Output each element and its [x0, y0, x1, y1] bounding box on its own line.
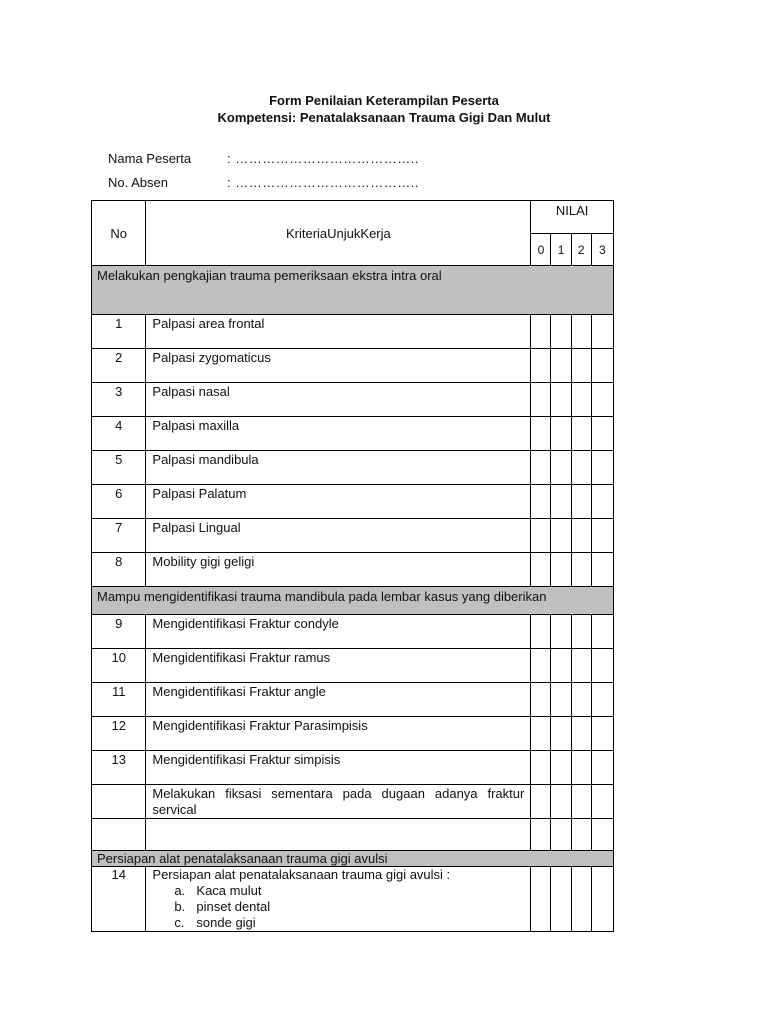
- row-criterion: Mengidentifikasi Fraktur ramus: [146, 649, 531, 683]
- row-number: 5: [92, 451, 146, 485]
- row-number: 8: [92, 553, 146, 587]
- score-cell[interactable]: [591, 615, 613, 649]
- score-cell[interactable]: [531, 485, 551, 519]
- score-cell[interactable]: [551, 717, 571, 751]
- score-cell[interactable]: [551, 519, 571, 553]
- score-cell[interactable]: [591, 553, 613, 587]
- form-subtitle: Kompetensi: Penatalaksanaan Trauma Gigi Dan Mulut: [217, 110, 551, 125]
- row-criterion: [146, 819, 531, 851]
- equipment-list: [152, 883, 530, 931]
- table-row: [92, 383, 614, 417]
- score-cell[interactable]: [551, 649, 571, 683]
- row-number: 3: [92, 383, 146, 417]
- table-row: [92, 553, 614, 587]
- row-number: [92, 785, 146, 819]
- row-number: 14: [92, 867, 146, 932]
- table-row: [92, 785, 614, 819]
- score-cell[interactable]: [531, 315, 551, 349]
- score-cell[interactable]: [591, 819, 613, 851]
- row-criterion: Melakukan fiksasi sementara pada dugaan adanya fraktur servical: [146, 785, 531, 819]
- score-cell[interactable]: [571, 867, 591, 932]
- row-number: 12: [92, 717, 146, 751]
- score-cell[interactable]: [531, 553, 551, 587]
- row-criterion: Mengidentifikasi Fraktur condyle: [146, 615, 531, 649]
- header-score-3: 3: [591, 234, 613, 266]
- score-cell[interactable]: [531, 819, 551, 851]
- score-cell[interactable]: [531, 717, 551, 751]
- score-cell[interactable]: [551, 315, 571, 349]
- table-row: [92, 349, 614, 383]
- score-cell[interactable]: [591, 717, 613, 751]
- score-cell[interactable]: [571, 683, 591, 717]
- row-number: 13: [92, 751, 146, 785]
- table-row: [92, 417, 614, 451]
- score-cell[interactable]: [531, 649, 551, 683]
- score-cell[interactable]: [531, 451, 551, 485]
- score-cell[interactable]: [551, 819, 571, 851]
- row-number: 1: [92, 315, 146, 349]
- row-criterion: Palpasi nasal: [146, 383, 531, 417]
- section-heading: Mampu mengidentifikasi trauma mandibula pada lembar kasus yang diberikan: [92, 587, 614, 615]
- header-score-2: 2: [571, 234, 591, 266]
- table-row: [92, 683, 614, 717]
- table-row: [92, 615, 614, 649]
- name-label: Nama Peserta: [108, 151, 192, 166]
- row-number: 2: [92, 349, 146, 383]
- absen-label: No. Absen: [108, 175, 168, 190]
- row-number: 4: [92, 417, 146, 451]
- row-criterion: Mengidentifikasi Fraktur Parasimpisis: [146, 717, 531, 751]
- score-cell[interactable]: [571, 649, 591, 683]
- score-cell[interactable]: [551, 553, 571, 587]
- score-cell[interactable]: [591, 683, 613, 717]
- score-cell[interactable]: [571, 315, 591, 349]
- row-criterion: Mengidentifikasi Fraktur angle: [146, 683, 531, 717]
- score-cell[interactable]: [571, 553, 591, 587]
- score-cell[interactable]: [571, 819, 591, 851]
- score-cell[interactable]: [551, 683, 571, 717]
- score-cell[interactable]: [591, 417, 613, 451]
- row-criterion: Palpasi Lingual: [146, 519, 531, 553]
- score-cell[interactable]: [551, 751, 571, 785]
- list-item: c. sonde gigi: [174, 915, 256, 930]
- section-heading: Persiapan alat penatalaksanaan trauma gigi avulsi: [92, 851, 614, 867]
- score-cell[interactable]: [571, 349, 591, 383]
- row-criterion: Palpasi Palatum: [146, 485, 531, 519]
- header-nilai: NILAI: [531, 201, 614, 234]
- table-row: [92, 717, 614, 751]
- name-field: : …………………………………..: [227, 151, 419, 166]
- table-row: [92, 519, 614, 553]
- score-cell[interactable]: [531, 867, 551, 932]
- score-cell[interactable]: [591, 649, 613, 683]
- header-kriteria: KriteriaUnjukKerja: [146, 201, 531, 266]
- score-cell[interactable]: [571, 451, 591, 485]
- score-cell[interactable]: [591, 315, 613, 349]
- score-cell[interactable]: [531, 383, 551, 417]
- absen-field: : …………………………………..: [227, 175, 419, 190]
- score-cell[interactable]: [531, 751, 551, 785]
- score-cell[interactable]: [551, 349, 571, 383]
- score-cell[interactable]: [591, 349, 613, 383]
- score-cell[interactable]: [531, 519, 551, 553]
- row-number: 10: [92, 649, 146, 683]
- score-cell[interactable]: [591, 785, 613, 819]
- table-row: [92, 867, 614, 932]
- score-cell[interactable]: [551, 485, 571, 519]
- score-cell[interactable]: [551, 867, 571, 932]
- score-cell[interactable]: [571, 785, 591, 819]
- score-cell[interactable]: [591, 383, 613, 417]
- row-number: 11: [92, 683, 146, 717]
- score-cell[interactable]: [571, 615, 591, 649]
- score-cell[interactable]: [531, 349, 551, 383]
- table-row: [92, 451, 614, 485]
- list-item: a. Kaca mulut: [174, 883, 262, 898]
- table-row: [92, 485, 614, 519]
- score-cell[interactable]: [591, 867, 613, 932]
- row-criterion: Mengidentifikasi Fraktur simpisis: [146, 751, 531, 785]
- assessment-table: [91, 200, 614, 932]
- score-cell[interactable]: [531, 615, 551, 649]
- score-cell[interactable]: [531, 417, 551, 451]
- score-cell[interactable]: [571, 485, 591, 519]
- header-score-1: 1: [551, 234, 571, 266]
- score-cell[interactable]: [591, 751, 613, 785]
- score-cell[interactable]: [551, 451, 571, 485]
- score-cell[interactable]: [531, 785, 551, 819]
- score-cell[interactable]: [551, 417, 571, 451]
- score-cell[interactable]: [571, 717, 591, 751]
- list-item: b. pinset dental: [174, 899, 271, 914]
- score-cell[interactable]: [571, 417, 591, 451]
- row-criterion-text: Persiapan alat penatalaksanaan trauma gigi avulsi :: [152, 867, 451, 882]
- score-cell[interactable]: [571, 751, 591, 785]
- table-row-empty: [92, 819, 614, 851]
- row-criterion: Palpasi mandibula: [146, 451, 531, 485]
- header-no: No: [92, 201, 146, 266]
- row-number: 6: [92, 485, 146, 519]
- score-cell[interactable]: [551, 785, 571, 819]
- form-title: Form Penilaian Keterampilan Peserta: [269, 93, 499, 108]
- score-cell[interactable]: [551, 383, 571, 417]
- row-number: 7: [92, 519, 146, 553]
- table-row: [92, 751, 614, 785]
- row-number: 9: [92, 615, 146, 649]
- row-number: [92, 819, 146, 851]
- score-cell[interactable]: [531, 683, 551, 717]
- row-criterion: [146, 867, 531, 932]
- score-cell[interactable]: [591, 519, 613, 553]
- score-cell[interactable]: [551, 615, 571, 649]
- row-criterion: Palpasi maxilla: [146, 417, 531, 451]
- row-criterion: Mobility gigi geligi: [146, 553, 531, 587]
- table-row: [92, 649, 614, 683]
- score-cell[interactable]: [591, 451, 613, 485]
- score-cell[interactable]: [571, 519, 591, 553]
- score-cell[interactable]: [591, 485, 613, 519]
- table-row: [92, 315, 614, 349]
- row-criterion: Palpasi area frontal: [146, 315, 531, 349]
- section-heading: Melakukan pengkajian trauma pemeriksaan ekstra intra oral: [92, 266, 614, 315]
- score-cell[interactable]: [571, 383, 591, 417]
- row-criterion: Palpasi zygomaticus: [146, 349, 531, 383]
- header-score-0: 0: [531, 234, 551, 266]
